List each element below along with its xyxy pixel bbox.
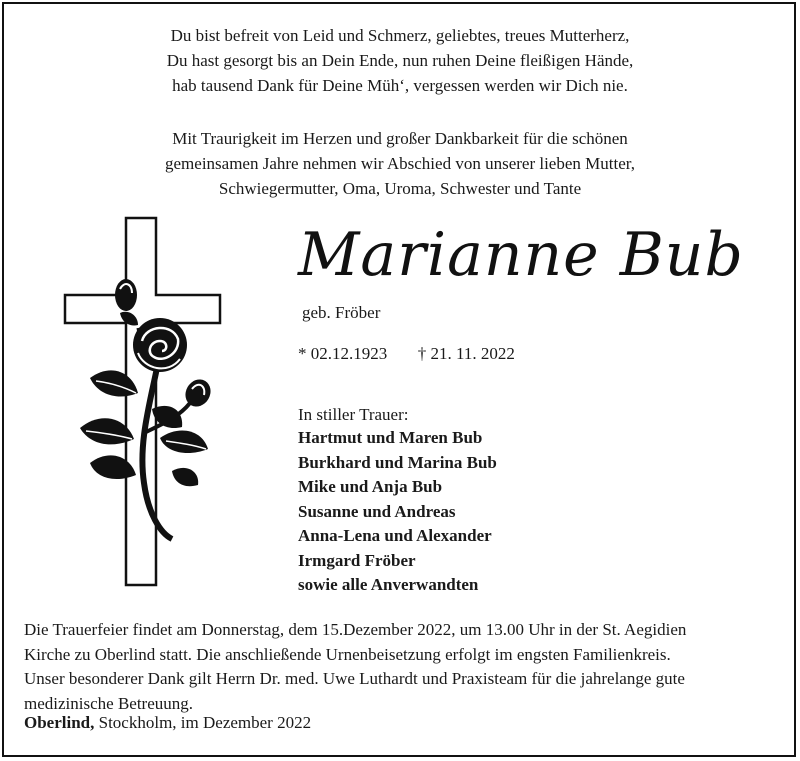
mourner-item: Susanne und Andreas — [298, 501, 456, 521]
mourner-item: Anna-Lena und Alexander — [298, 526, 492, 545]
poem — [0, 23, 800, 98]
notice-line: medizinische Betreuung. — [24, 693, 194, 713]
death-date: 21. 11. 2022 — [430, 344, 515, 363]
maiden-name: geb. Fröber — [302, 303, 381, 322]
poem-line: Du hast gesorgt bis an Dein Ende, nun ruhen Deine fleißigen Hände, — [166, 51, 634, 70]
birth-symbol: * — [298, 344, 307, 363]
mourner-item: Hartmut und Maren Bub — [298, 428, 483, 447]
mourners-list — [298, 426, 497, 598]
notice-line: Kirche zu Oberlind statt. Die anschließende Urnenbeisetzung erfolgt im engsten Familienkreis. — [24, 644, 671, 664]
mourners-heading: In stiller Trauer: — [298, 405, 409, 424]
cross-with-roses-icon — [60, 213, 230, 588]
notice-line: Die Trauerfeier findet am Donnerstag, dem 15.Dezember 2022, um 13.00 Uhr in der St. Aegidien — [24, 620, 687, 639]
mourner-item: sowie alle Anverwandten — [298, 575, 479, 594]
place-bold: Oberlind, — [24, 713, 95, 732]
place-rest: Stockholm, im Dezember 2022 — [94, 713, 312, 732]
mourner-item: Burkhard und Marina Bub — [298, 452, 497, 472]
mourner-item: Irmgard Fröber — [298, 550, 416, 570]
poem-line: Du bist befreit von Leid und Schmerz, geliebtes, treues Mutterherz, — [170, 26, 630, 45]
notice-line: Unser besonderer Dank gilt Herrn Dr. med. Uwe Luthardt und Praxisteam für die jahrelange gute — [24, 669, 685, 688]
life-dates — [298, 344, 515, 364]
funeral-notice — [24, 618, 784, 716]
intro-line: Mit Traurigkeit im Herzen und großer Dankbarkeit für die schönen — [172, 129, 628, 148]
intro-text — [0, 126, 800, 201]
intro-line: gemeinsamen Jahre nehmen wir Abschied von unserer lieben Mutter, — [165, 154, 635, 173]
death-symbol: † — [417, 344, 427, 363]
mourner-item: Mike und Anja Bub — [298, 477, 443, 496]
intro-line: Schwiegermutter, Oma, Uroma, Schwester und Tante — [218, 179, 582, 198]
birth-date: 02.12.1923 — [310, 344, 388, 363]
deceased-name: Marianne Bub — [298, 220, 744, 290]
place-date — [24, 713, 311, 733]
poem-line: hab tausend Dank für Deine Müh‘, vergessen werden wir Dich nie. — [172, 76, 628, 95]
